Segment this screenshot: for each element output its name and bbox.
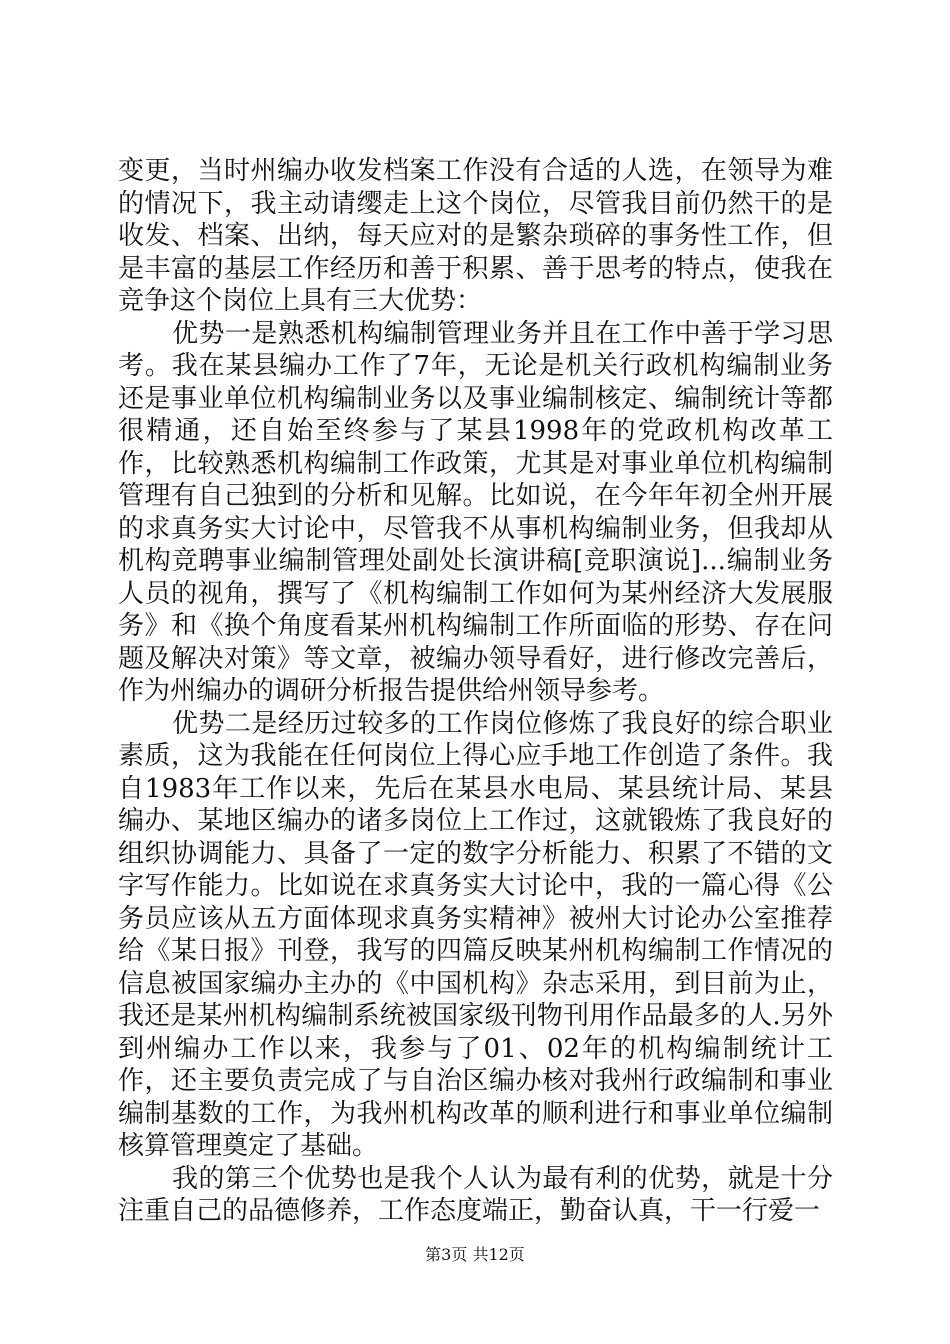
paragraph-advantage-three: 我的第三个优势也是我个人认为最有利的优势，就是十分注重自己的品德修养，工作态度端正，勤奋认真，干一行爱一 [118,1163,833,1226]
document-body [118,155,833,1228]
paragraph-advantage-one: 优势一是熟悉机构编制管理业务并且在工作中善于学习思考。我在某县编办工作了7年，无论是机关行政机构编制业务还是事业单位机构编制业务以及事业编制核定、编制统计等都很精通，还自始至终参与了某县1998年的党政机构改革工作，比较熟悉机构编制工作政策，尤其是对事业单位机构编制管理有自己独到的分析和见解。比如说，在今年年初全州开展的求真务实大讨论中，尽管我不从事机构编制业务，但我却从机构竞聘事业编制管理处副处长演讲稿[竞职演说]...编制业务人员的视角，撰写了《机构编制工作如何为某州经济大发展服务》和《换个角度看某州机构编制工作所面临的形势、存在问题及解决对策》等文章，被编办领导看好，进行修改完善后，作为州编办的调研分析报告提供给州领导参考。 [118,318,833,706]
paragraph-continuation: 变更，当时州编办收发档案工作没有合适的人选，在领导为难的情况下，我主动请缨走上这个岗位，尽管我目前仍然干的是收发、档案、出纳，每天应对的是繁杂琐碎的事务性工作，但是丰富的基层工作经历和善于积累、善于思考的特点，使我在竞争这个岗位上具有三大优势： [118,156,833,316]
paragraph-advantage-two: 优势二是经历过较多的工作岗位修炼了我良好的综合职业素质，这为我能在任何岗位上得心应手地工作创造了条件。我自1983年工作以来，先后在某县水电局、某县统计局、某县编办、某地区编办的诸多岗位上工作过，这就锻炼了我良好的组织协调能力、具备了一定的数字分析能力、积累了不错的文字写作能力。比如说在求真务实大讨论中，我的一篇心得《公务员应该从五方面体现求真务实精神》被州大讨论办公室推荐给《某日报》刊登，我写的四篇反映某州机构编制工作情况的信息被国家编办主办的《中国机构》杂志采用，到目前为止，我还是某州机构编制系统被国家级刊物刊用作品最多的人.另外到州编办工作以来，我参与了01、02年的机构编制统计工作，还主要负责完成了与自治区编办核对我州行政编制和事业编制基数的工作，为我州机构改革的顺利进行和事业单位编制核算管理奠定了基础。 [118,708,833,1161]
page-number-footer: 第3页 共12页 [425,1245,525,1264]
